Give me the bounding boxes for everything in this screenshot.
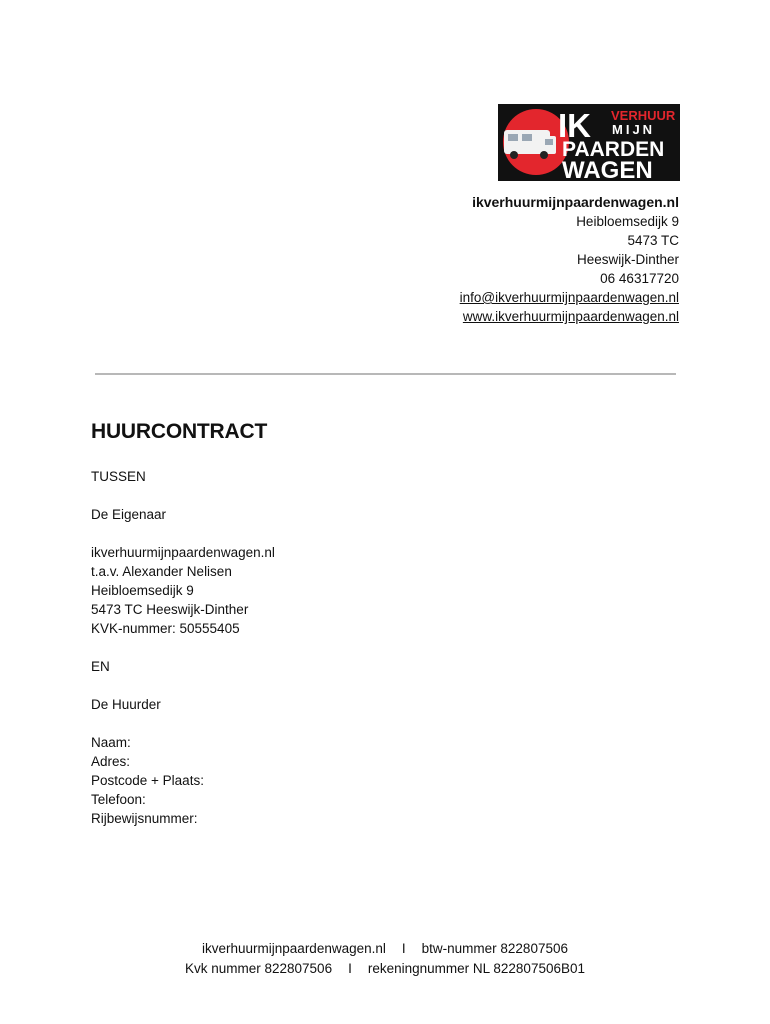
renter-field-name: Naam: bbox=[91, 735, 131, 750]
company-logo bbox=[498, 104, 680, 181]
footer-line-1 bbox=[0, 939, 770, 959]
footer-separator: I bbox=[401, 941, 406, 956]
footer-kvk: Kvk nummer 822807506 bbox=[184, 961, 333, 976]
owner-line: t.a.v. Alexander Nelisen bbox=[91, 564, 232, 579]
owner-line: ikverhuurmijnpaardenwagen.nl bbox=[91, 545, 275, 560]
logo-mijn: MIJN bbox=[612, 122, 656, 137]
logo-wagen: WAGEN bbox=[562, 157, 653, 181]
postcode: 5473 TC bbox=[627, 233, 679, 248]
logo-graphic bbox=[498, 104, 680, 181]
renter-field-license: Rijbewijsnummer: bbox=[91, 811, 198, 826]
renter-field-address: Adres: bbox=[91, 754, 131, 769]
owner-line: KVK-nummer: 50555405 bbox=[91, 621, 240, 636]
logo-ik: IK bbox=[558, 107, 591, 144]
footer-separator: I bbox=[348, 961, 352, 976]
logo-verhuur: VERHUUR bbox=[611, 108, 676, 123]
email-link[interactable]: info@ikverhuurmijnpaardenwagen.nl bbox=[459, 290, 679, 305]
company-contact-block bbox=[460, 193, 679, 326]
owner-heading: De Eigenaar bbox=[91, 507, 167, 522]
en-label: EN bbox=[91, 659, 110, 674]
horizontal-divider bbox=[95, 373, 676, 375]
footer-line-2 bbox=[0, 959, 770, 979]
logo-paarden: PAARDEN bbox=[562, 138, 665, 161]
street-address: Heibloemsedijk 9 bbox=[576, 214, 679, 229]
footer-website: ikverhuurmijnpaardenwagen.nl bbox=[202, 941, 386, 956]
footer-btw: btw-nummer 822807506 bbox=[421, 941, 568, 956]
company-name: ikverhuurmijnpaardenwagen.nl bbox=[472, 194, 679, 210]
renter-field-postcode-city: Postcode + Plaats: bbox=[91, 773, 204, 788]
page-footer bbox=[0, 939, 770, 979]
renter-field-phone: Telefoon: bbox=[91, 792, 146, 807]
tussen-label: TUSSEN bbox=[91, 469, 146, 484]
document-title: HUURCONTRACT bbox=[91, 420, 268, 443]
renter-heading: De Huurder bbox=[91, 697, 161, 712]
contract-body bbox=[91, 467, 275, 828]
city: Heeswijk-Dinther bbox=[576, 252, 679, 267]
owner-line: 5473 TC Heeswijk-Dinther bbox=[91, 602, 249, 617]
website-link[interactable]: www.ikverhuurmijnpaardenwagen.nl bbox=[462, 309, 679, 324]
owner-line: Heibloemsedijk 9 bbox=[91, 583, 194, 598]
phone-number: 06 46317720 bbox=[600, 271, 679, 286]
footer-bank: rekeningnummer NL 822807506B01 bbox=[367, 961, 585, 976]
